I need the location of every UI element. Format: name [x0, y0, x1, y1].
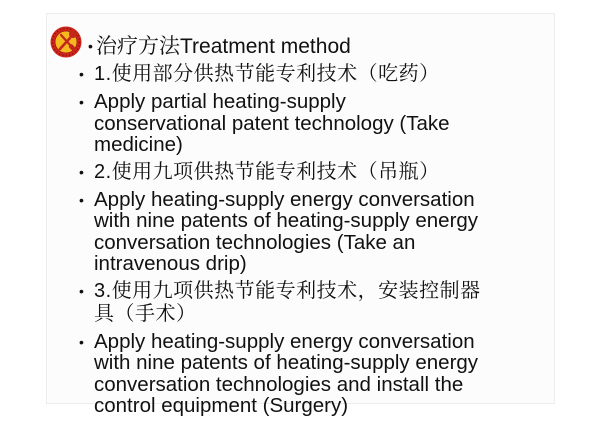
bullet-item — [47, 280, 554, 326]
bullet-line: 1.使用部分供热节能专利技术（吃药） — [94, 63, 440, 85]
slide-title: 治疗方法Treatment method — [96, 35, 351, 58]
bullet-text — [94, 161, 554, 184]
bullet-text — [94, 63, 554, 86]
bullet-line: intravenous drip) — [94, 252, 247, 275]
bullet-marker: • — [79, 333, 84, 350]
bullet-item — [47, 63, 554, 86]
bullet-marker: • — [79, 163, 84, 180]
bullet-item — [47, 91, 554, 156]
bullet-line: Apply heating-supply energy conversation — [94, 329, 475, 353]
bullet-line: conservational patent technology (Take — [94, 111, 450, 135]
title-bullet-marker: • — [88, 38, 93, 54]
bullet-line: Apply heating-supply energy conversation — [94, 187, 475, 211]
bullet-line: conversation technologies and install the — [94, 372, 464, 396]
bullet-item — [47, 331, 554, 417]
bullet-line: 2.使用九项供热节能专利技术（吊瓶） — [94, 160, 440, 183]
bullet-marker: • — [79, 191, 84, 208]
bullet-text — [94, 91, 554, 156]
bullet-line: with nine patents of heating-supply energy — [94, 351, 479, 374]
slide-title-row — [88, 34, 554, 59]
bullet-line: Apply partial heating-supply — [94, 90, 346, 113]
bullet-text — [94, 280, 554, 326]
bullet-line: medicine) — [94, 133, 183, 156]
bullet-line: control equipment (Surgery) — [94, 394, 349, 417]
bullet-line: 具（手术） — [94, 302, 197, 325]
bullet-marker: • — [79, 282, 84, 299]
bullet-marker: • — [79, 66, 84, 82]
bullet-item — [47, 189, 554, 275]
bullet-line: with nine patents of heating-supply energy — [94, 209, 479, 232]
presentation-slide — [46, 13, 555, 417]
bullet-line: 3.使用九项供热节能专利技术，安装控制器 — [94, 279, 481, 302]
bullet-marker: • — [79, 94, 84, 110]
tools-badge-icon — [50, 26, 82, 58]
bullet-line: conversation technologies (Take an — [94, 230, 416, 254]
bullet-text — [94, 189, 554, 275]
bullet-text — [94, 331, 554, 417]
bullet-item — [47, 161, 554, 184]
bullet-list — [47, 63, 554, 417]
